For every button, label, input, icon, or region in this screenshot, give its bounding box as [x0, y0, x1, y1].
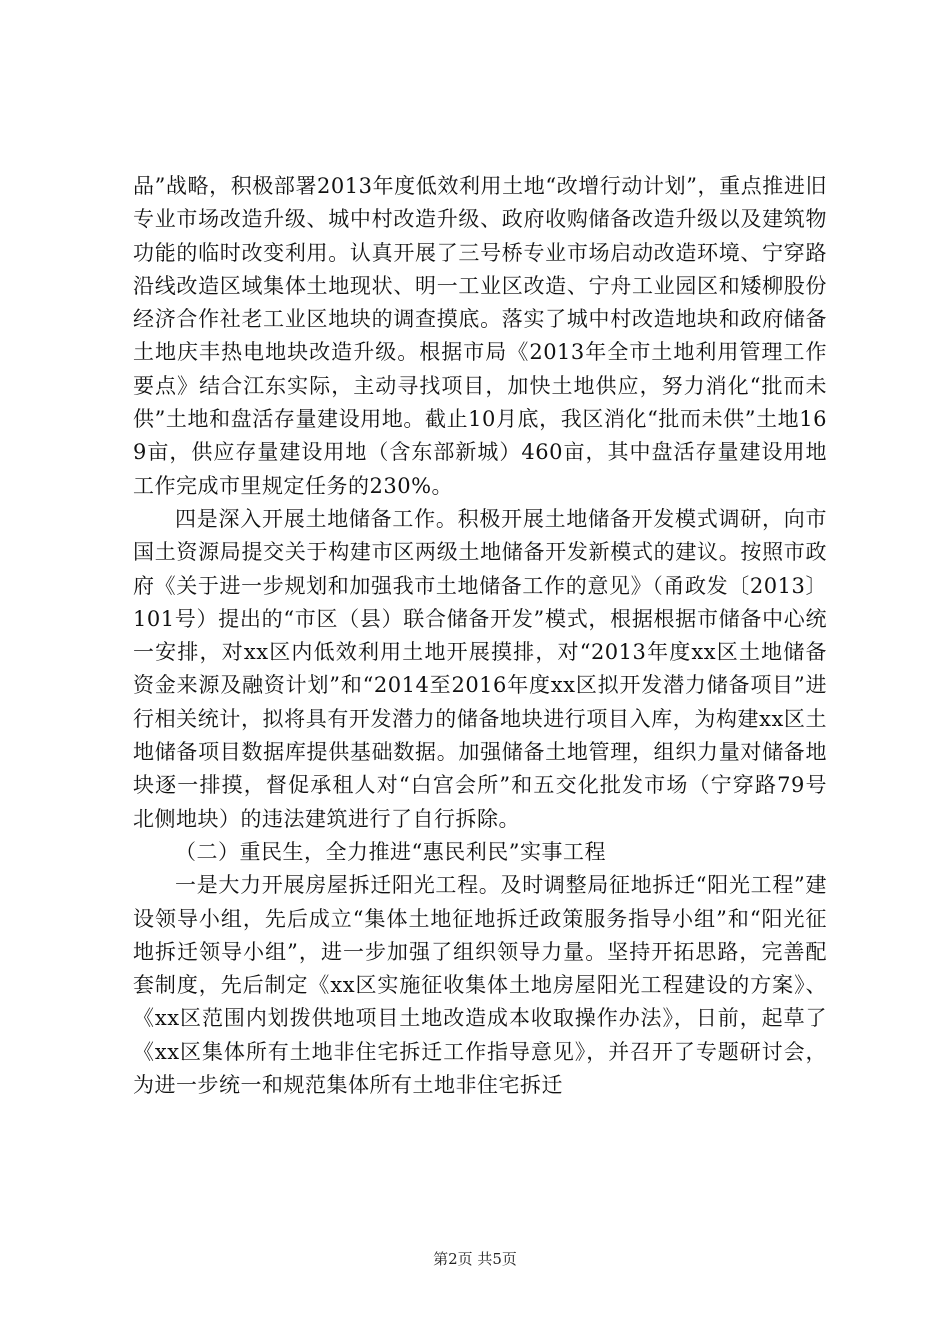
page-footer: 第2页 共5页 — [433, 1250, 517, 1268]
section-heading-livelihood: （二）重民生，全力推进“惠民利民”实事工程 — [175, 839, 606, 864]
document-body — [133, 170, 827, 1102]
paragraph-land-reserve: 四是深入开展土地储备工作。积极开展土地储备开发模式调研，向市国土资源局提交关于构建市区两级土地储备开发新模式的建议。按照市政府《关于进一步规划和加强我市土地储备工作的意见》（甬政发〔2013〕101号）提出的“市区（县）联合储备开发”模式，根据根据市储备中心统一安排，对xx区内低效利用土地开展摸排，对“2013年度xx区土地储备资金来源及融资计划”和“2014至2016年度xx区拟开发潜力储备项目”进行相关统计，拟将具有开发潜力的储备地块进行项目入库，为构建xx区土地储备项目数据库提供基础数据。加强储备土地管理，组织力量对储备地块逐一排摸，督促承租人对“白宫会所”和五交化批发市场（宁穿路79号北侧地块）的违法建筑进行了自行拆除。 — [133, 506, 827, 831]
paragraph-demolition-sunshine: 一是大力开展房屋拆迁阳光工程。及时调整局征地拆迁“阳光工程”建设领导小组，先后成立“集体土地征地拆迁政策服务指导小组”和“阳光征地拆迁领导小组”，进一步加强了组织领导力量。坚持开拓思路，完善配套制度，先后制定《xx区实施征收集体土地房屋阳光工程建设的方案》、《xx区范围内划拨供地项目土地改造成本收取操作办法》，日前，起草了《xx区集体所有土地非住宅拆迁工作指导意见》，并召开了专题研讨会，为进一步统一和规范集体所有土地非住宅拆迁 — [133, 873, 827, 1098]
paragraph-continuation: 品”战略，积极部署2013年度低效利用土地“改增行动计划”，重点推进旧专业市场改造升级、城中村改造升级、政府收购储备改造升级以及建筑物功能的临时改变利用。认真开展了三号桥专业市场启动改造环境、宁穿路沿线改造区域集体土地现状、明一工业区改造、宁舟工业园区和矮柳股份经济合作社老工业区地块的调查摸底。落实了城中村改造地块和政府储备土地庆丰热电地块改造升级。根据市局《2013年全市土地利用管理工作要点》结合江东实际，主动寻找项目，加快土地供应，努力消化“批而未供”土地和盘活存量建设用地。截止10月底，我区消化“批而未供”土地169亩，供应存量建设用地（含东部新城）460亩，其中盘活存量建设用地工作完成市里规定任务的230%。 — [133, 174, 827, 498]
